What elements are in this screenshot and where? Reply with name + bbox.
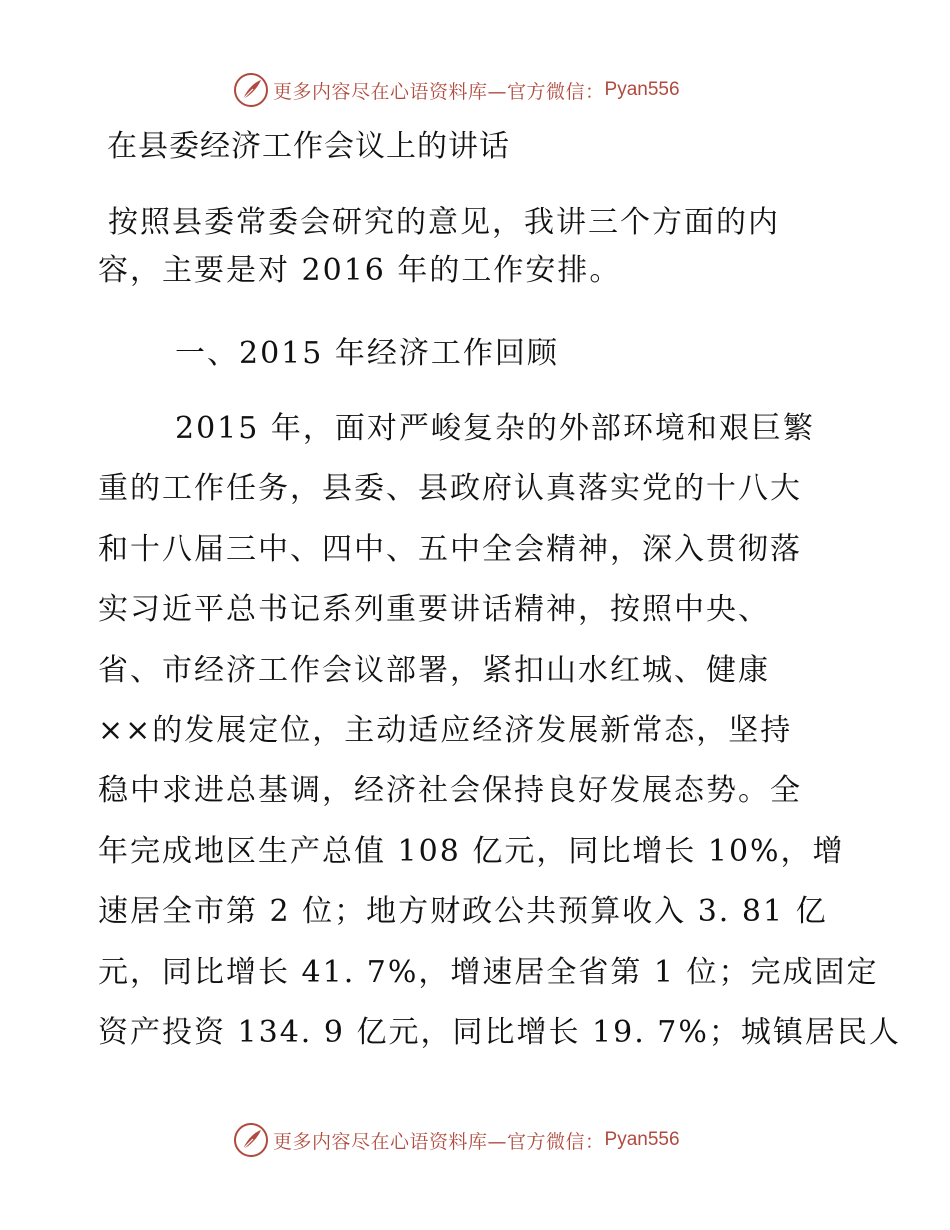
paragraph-line: 省、市经济工作会议部署，紧扣山水红城、健康 (98, 652, 770, 688)
watermark-text: 更多内容尽在心语资料库—官方微信： (273, 1130, 605, 1153)
paragraph-line: 稳中求进总基调，经济社会保持良好发展态势。全 (98, 773, 802, 809)
intro-line: 按照县委常委会研究的意见，我讲三个方面的内 (108, 205, 780, 240)
paragraph-line: 速居全市第 2 位；地方财政公共预算收入 3. 81 亿 (98, 894, 828, 930)
header-watermark (233, 72, 680, 108)
paragraph-line: 元，同比增长 41. 7%，增速居全省第 1 位；完成固定 (98, 954, 879, 990)
paragraph-line: 2015 年，面对严峻复杂的外部环境和艰巨繁 (175, 411, 815, 446)
watermark-text: 更多内容尽在心语资料库—官方微信： (273, 80, 605, 103)
intro-paragraph (98, 199, 838, 295)
footer-watermark (233, 1122, 680, 1158)
body-paragraph (98, 399, 901, 1063)
paragraph-line: 和十八届三中、四中、五中全会精神，深入贯彻落 (98, 531, 802, 567)
section-heading: 一、2015 年经济工作回顾 (175, 336, 559, 371)
paragraph-line: 年完成地区生产总值 108 亿元，同比增长 10%，增 (98, 833, 845, 869)
watermark-wechat-id: Pyan556 (604, 1129, 680, 1150)
feather-pen-logo-icon (233, 72, 269, 108)
intro-line: 容，主要是对 2016 年的工作安排。 (98, 253, 622, 288)
watermark-wechat-id: Pyan556 (604, 79, 680, 100)
paragraph-line: 重的工作任务，县委、县政府认真落实党的十八大 (98, 471, 802, 507)
paragraph-line: ××的发展定位，主动适应经济发展新常态，坚持 (98, 713, 793, 749)
feather-pen-logo-icon (233, 1122, 269, 1158)
paragraph-line: 资产投资 134. 9 亿元，同比增长 19. 7%；城镇居民人 (98, 1015, 901, 1051)
document-title: 在县委经济工作会议上的讲话 (107, 129, 510, 164)
paragraph-line: 实习近平总书记系列重要讲话精神，按照中央、 (98, 592, 770, 628)
